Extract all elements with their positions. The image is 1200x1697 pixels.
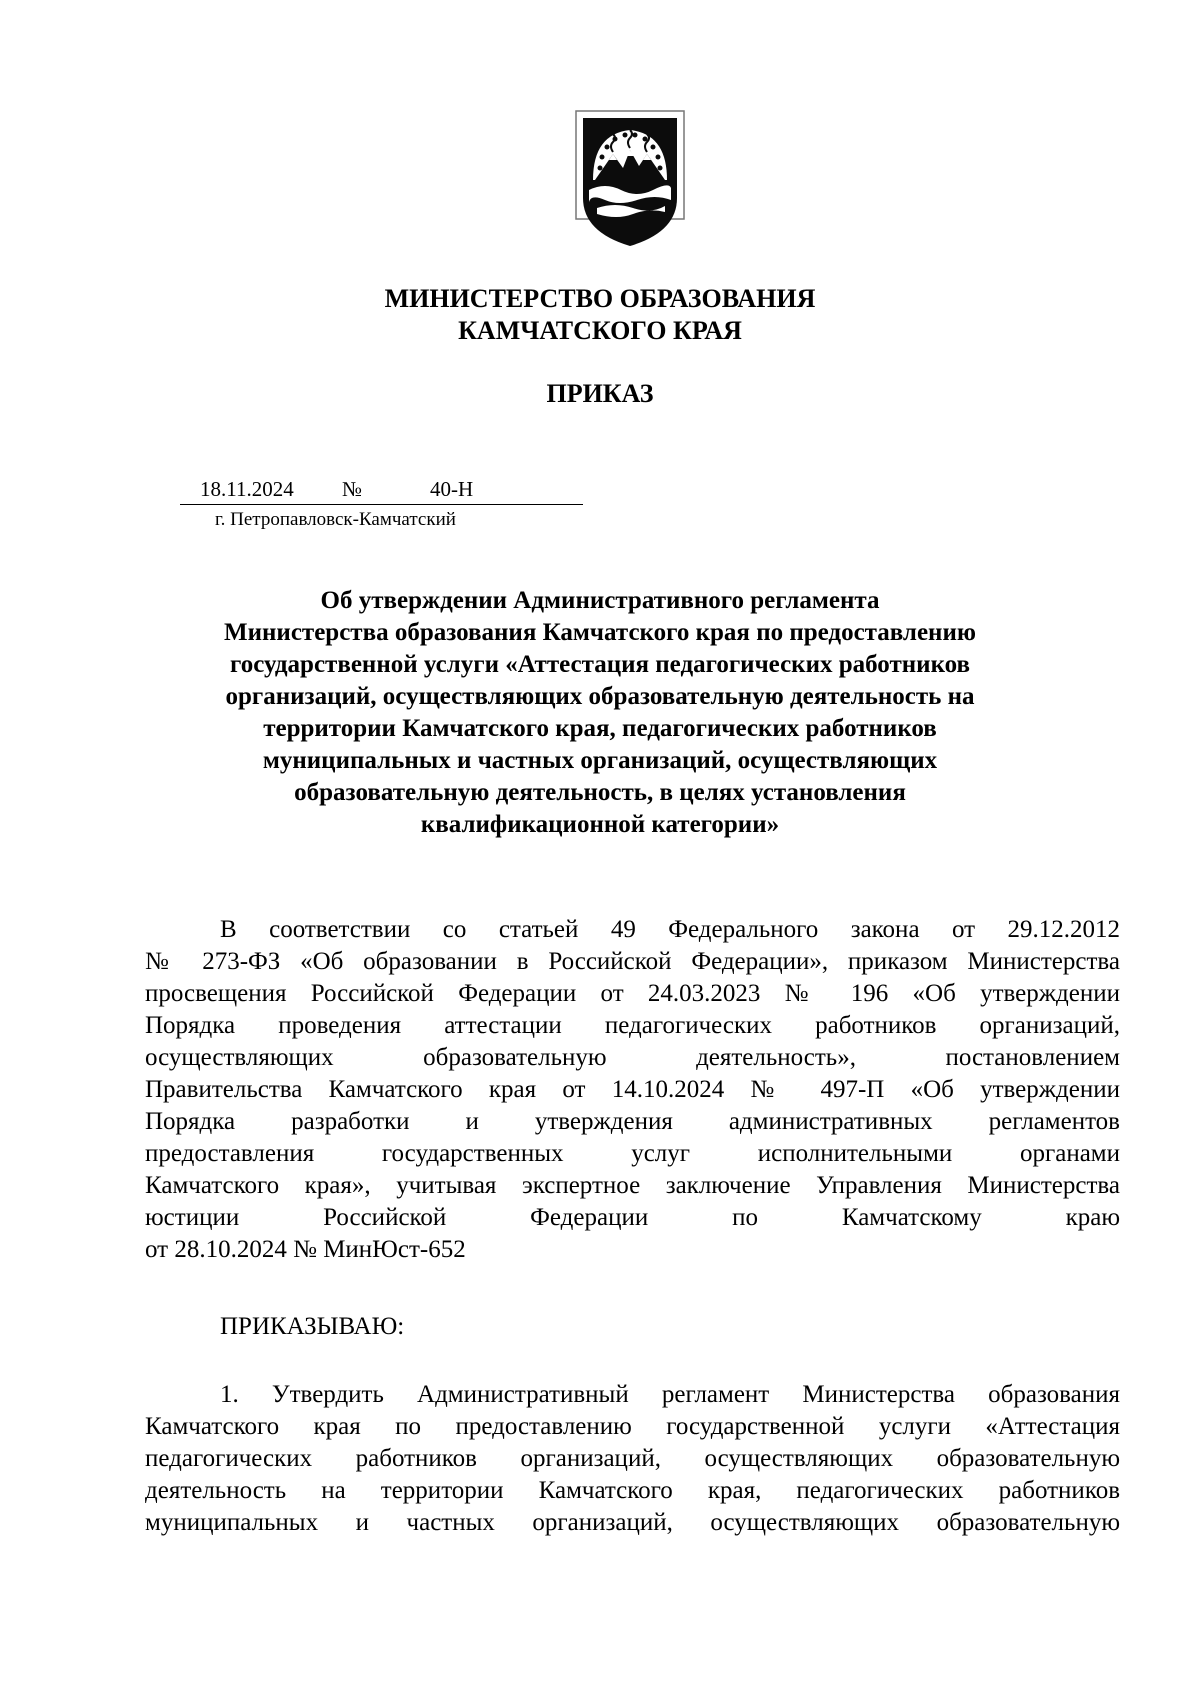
order-city: г. Петропавловск-Камчатский (215, 509, 456, 530)
preamble-line: юстиции Российской Федерации по Камчатскому краю (145, 1204, 1120, 1231)
preamble-line: предоставления государственных услуг исполнительными органами (145, 1140, 1120, 1167)
item-1-line: 1. Утвердить Административный регламент Министерства образования (220, 1381, 1120, 1408)
subject-line: образовательную деятельность, в целях установления (294, 779, 906, 806)
order-subject (150, 585, 1050, 841)
ministry-name-line-2: КАМЧАТСКОГО КРАЯ (458, 316, 742, 345)
subject-line: государственной услуги «Аттестация педагогических работников (229, 651, 971, 678)
item-1-line: педагогических работников организаций, осуществляющих образовательную (145, 1445, 1120, 1472)
item-1-line: Камчатского края по предоставлению государственной услуги «Аттестация (145, 1413, 1120, 1440)
kamchatka-coat-of-arms-icon (575, 110, 685, 250)
subject-line: территории Камчатского края, педагогических работников (263, 715, 937, 742)
preamble-line: осуществляющих образовательную деятельность», постановлением (145, 1044, 1120, 1071)
preamble-paragraph (145, 914, 1120, 1266)
order-date-number-line (180, 475, 583, 505)
item-1-paragraph (145, 1379, 1120, 1539)
subject-line: Министерства образования Камчатского края по предоставлению (224, 619, 976, 646)
item-1-line: деятельность на территории Камчатского края, педагогических работников (145, 1477, 1120, 1504)
ministry-name-line-1: МИНИСТЕРСТВО ОБРАЗОВАНИЯ (384, 284, 816, 313)
order-number: 40-Н (430, 477, 474, 501)
order-number-sign: № (342, 477, 363, 501)
subject-line: организаций, осуществляющих образовательную деятельность на (225, 683, 975, 710)
preamble-line: Порядка проведения аттестации педагогических работников организаций, (145, 1012, 1120, 1039)
date-underline (180, 504, 583, 505)
subject-line: муниципальных и частных организаций, осуществляющих (262, 747, 938, 774)
subject-line: квалификационной категории» (420, 811, 780, 838)
preamble-line: Порядка разработки и утверждения административных регламентов (145, 1108, 1120, 1135)
order-date: 18.11.2024 (200, 477, 294, 501)
item-1-line: муниципальных и частных организаций, осуществляющих образовательную (145, 1509, 1120, 1536)
orders-word: ПРИКАЗЫВАЮ: (220, 1313, 405, 1340)
subject-line: Об утверждении Административного регламента (320, 587, 880, 614)
preamble-line: В соответствии со статьей 49 Федерального закона от 29.12.2012 (220, 916, 1120, 943)
document-type: ПРИКАЗ (546, 379, 654, 408)
ministry-name (0, 283, 1200, 347)
preamble-line: № 273-ФЗ «Об образовании в Российской Федерации», приказом Министерства (145, 948, 1120, 975)
preamble-line: Правительства Камчатского края от 14.10.2024 № 497-П «Об утверждении (145, 1076, 1120, 1103)
preamble-line: просвещения Российской Федерации от 24.03.2023 № 196 «Об утверждении (145, 980, 1120, 1007)
preamble-line: от 28.10.2024 № МинЮст-652 (145, 1236, 466, 1263)
preamble-line: Камчатского края», учитывая экспертное заключение Управления Министерства (145, 1172, 1120, 1199)
